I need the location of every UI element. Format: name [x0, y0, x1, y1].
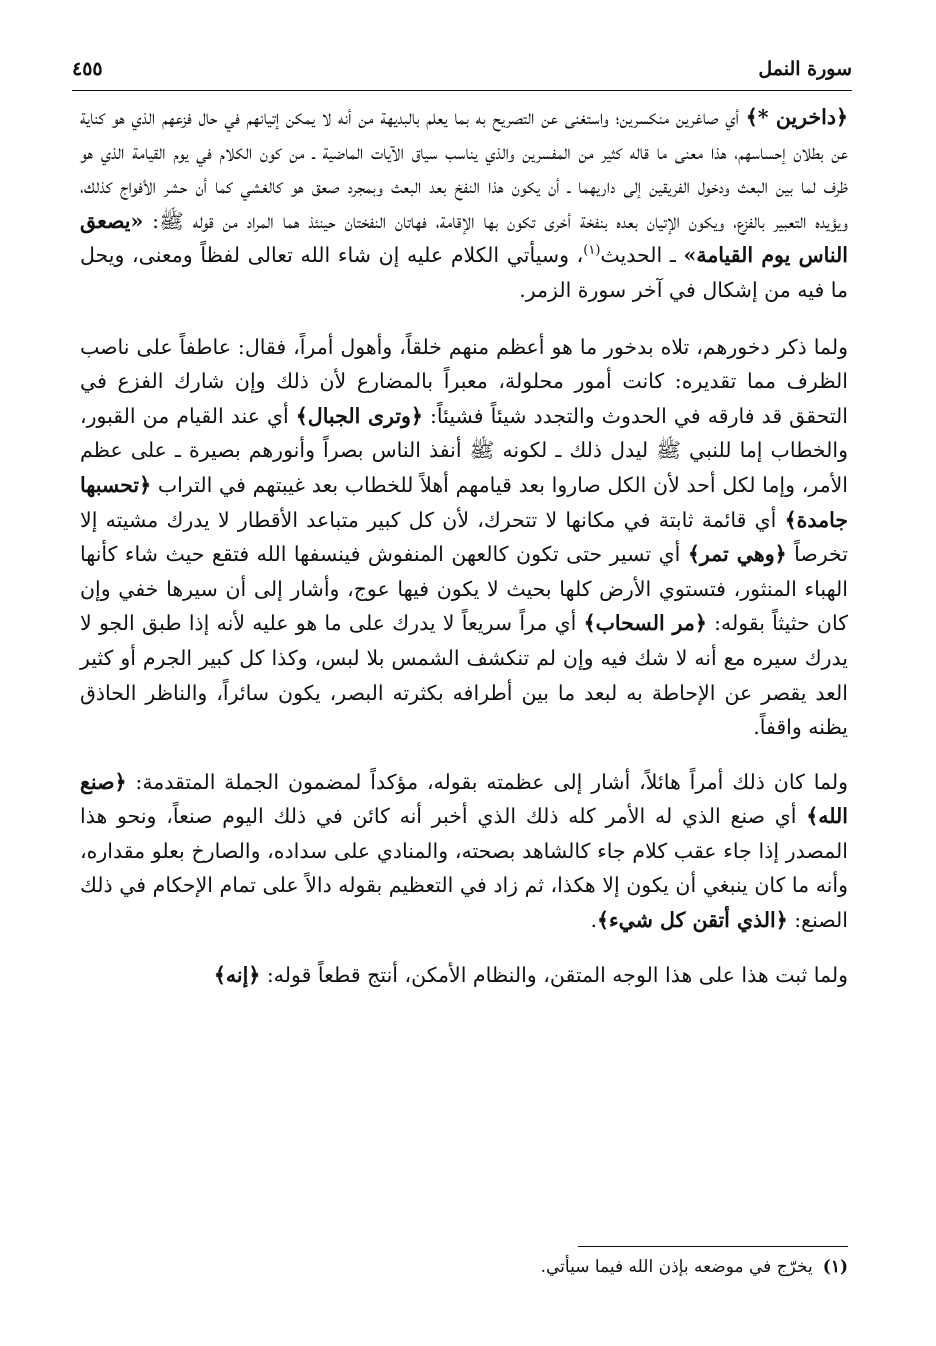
text-segment: ولما كان ذلك أمراً هائلاً، أشار إلى عظمته بقوله، مؤكداً لمضمون الجملة المتقدمة:: [126, 769, 848, 794]
text-segment: أي صنع الذي له الأمر كله ذلك الذي أخبر أنه كائن في ذلك اليوم صنعاً، ونحو هذا المصدر إذا جاء عقب كلام جاء كالشاهد بصحته، والمنادي على سداده، والصارخ بعلو مقداره، وأنه ما كان ينبغي أن يكون إلا هكذا، ثم زاد في التعظيم بقوله دالاً على تمام الإحكام في ذلك الصنع:: [80, 804, 848, 933]
paragraph: [80, 958, 848, 993]
text-segment: ، وسيأتي الكلام عليه إن شاء الله تعالى لفظاً ومعنى، ويحل ما فيه من إشكال في آخر سورة الزمر.: [80, 243, 848, 302]
text-segment: ولما ذكر دخورهم، تلاه بدخور ما هو أعظم منهم خلقاً، وأهول أمراً، فقال: عاطفاً على ناصب الظرف مما تقديره: كانت أمور محلولة، معبراً بالمضارع لأن ذلك وإن شارك الفزع في التحقق قد فارقه في الحدوث والتجدد شيئاً فشيئاً:: [80, 334, 848, 428]
text-segment: .: [590, 908, 597, 933]
text-segment: ولما ثبت هذا على هذا الوجه المتقن، والنظام الأمكن، أنتج قطعاً قوله:: [260, 962, 848, 987]
text-segment: أي مراً سريعاً لا يدرك على ما هو عليه لأنه إذا طبق الجو لا يدرك سيره مع أنه لا شك فيه وإن لم تنكشف الشمس بلا لبس، وكذا كل كبير الجرم أو كثير العد يقصر عن الإحاطة به لبعد ما بين أطرافه بكثرته البصر، يكون سائراً، والناظر الحاذق يظنه واقفاً.: [80, 611, 848, 740]
paragraph: [80, 100, 848, 308]
main-text: [80, 100, 848, 1012]
text-segment: أي صاغرين منكسرين؛ واستغنى عن التصريح به بما يعلم بالبديهة من أنه لا يمكن إتيانهم في حال فزعهم الذي هو كناية عن بطلان إحساسهم، هذا معنى ما قاله كثير من المفسرين والذي يناسب سياق الآيات الماضية ـ من كون الكلام في يوم القيامة الذي هو ظرف لما بين البعث ودخول الفريقين إلى داريهما ـ أن يكون هذا النفخ بعد البعث وبمجرد صعق هو كالغشي كما أن حشر الأفواج كذلك، ويؤيده التعبير بالفزع، ويكون الإتيان بعده بنفخة أخرى تكون بها الإقامة، فهاتان النفختان حينئذ هما المراد من قوله ﷺ:: [80, 105, 848, 233]
quran-quote: ﴿تحسبها جامدة﴾: [80, 472, 848, 532]
page-header: [72, 56, 852, 86]
quran-quote: ﴿إنه﴾: [213, 962, 261, 987]
quran-quote: ﴿داخرين *﴾: [745, 105, 848, 129]
quran-quote: ﴿مر السحاب﴾: [583, 611, 707, 636]
text-segment: ـ الحديث: [600, 243, 684, 268]
running-title: سورة النمل: [758, 58, 852, 80]
footnote-rule: [578, 1246, 848, 1247]
text-segment: أي تسير حتى تكون كالعهن المنفوش فينسفها الله فتقع حيث شاء كأنها الهباء المنثور، فتستوي الأرض كلها بحيث لا يكون فيها عوج، وأشار إلى أن سيرها خفي وإن كان حثيثاً بقوله:: [80, 542, 848, 636]
paragraph: [80, 765, 848, 938]
page-number: ٤٥٥: [72, 58, 103, 80]
paragraph: [80, 330, 848, 745]
footnote-reference[interactable]: (١): [583, 243, 601, 259]
quran-quote: ﴿صنع الله﴾: [80, 769, 848, 829]
footnote: [148, 1254, 848, 1280]
hadith-quote: «يصعق الناس يوم القيامة»: [80, 208, 848, 268]
quran-quote: ﴿الذي أتقن كل شيء﴾: [597, 908, 788, 933]
text-segment: أي قائمة ثابتة في مكانها لا تتحرك، لأن كل كبير متباعد الأقطار لا يدرك مشيته إلا تخرصاً: [80, 507, 848, 567]
footnote-marker: (١): [822, 1257, 848, 1277]
quran-quote: ﴿وترى الجبال﴾: [295, 403, 423, 428]
header-rule: [72, 90, 852, 91]
quran-quote: ﴿وهي تمر﴾: [687, 542, 787, 567]
footnote-text: يخرّج في موضعه بإذن الله فيما سيأتي.: [540, 1257, 813, 1277]
text-segment: أي عند القيام من القبور، والخطاب إما للنبي ﷺ ليدل ذلك ـ لكونه ﷺ أنفذ الناس بصراً وأنورهم بصيرة ـ على عظم الأمر، وإما لكل أحد لأن الكل صاروا بعد قيامهم أهلاً للخطاب بعد غيبتهم في التراب: [80, 403, 848, 497]
